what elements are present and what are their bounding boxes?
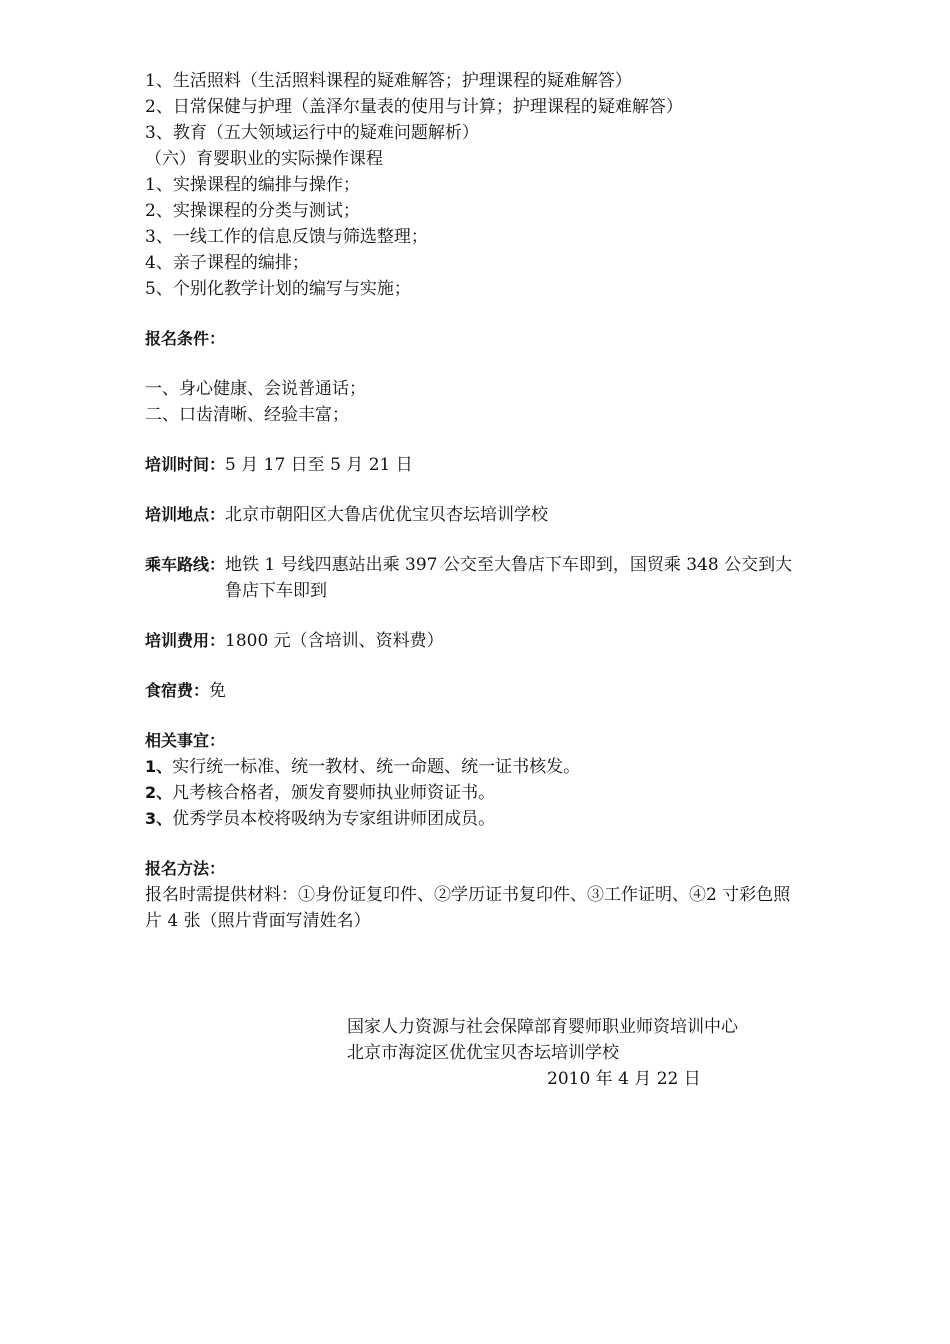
matter-text: 优秀学员本校将吸纳为专家组讲师团成员。 <box>172 809 496 829</box>
issuing-org-1: 国家人力资源与社会保障部育婴师职业师资培训中心 <box>347 1017 738 1037</box>
route-value: 地铁 1 号线四惠站出乘 397 公交至大鲁店下车即到，国贸乘 348 公交到大鲁店下车即到 <box>225 555 793 601</box>
section6-item: 1、实操课程的编排与操作； <box>145 175 360 195</box>
section5-item: 3、教育（五大领域运行中的疑难问题解析） <box>145 123 479 143</box>
section6-item: 5、个别化教学计划的编写与实施； <box>145 279 411 299</box>
route-label: 乘车路线： <box>145 555 226 574</box>
training-place <box>145 502 805 528</box>
issuing-org-2: 北京市海淀区优优宝贝杏坛培训学校 <box>347 1043 619 1063</box>
board-value: 免 <box>209 681 227 701</box>
section5-item: 2、日常保健与护理（盖泽尔量表的使用与计算；护理课程的疑难解答） <box>145 97 683 117</box>
section6-item: 3、一线工作的信息反馈与筛选整理； <box>145 227 428 247</box>
fee-label: 培训费用： <box>145 631 226 650</box>
section6-item: 4、亲子课程的编排； <box>145 253 309 273</box>
matter-num: 3、 <box>145 809 173 828</box>
requirement-item: 二、口齿清晰、经验丰富； <box>145 405 349 425</box>
method-heading: 报名方法： <box>145 859 226 878</box>
training-place-label: 培训地点： <box>145 505 226 524</box>
board <box>145 678 805 704</box>
section5-item: 1、生活照料（生活照料课程的疑难解答；护理课程的疑难解答） <box>145 71 632 91</box>
requirements-heading: 报名条件： <box>145 329 226 348</box>
training-time <box>145 452 805 478</box>
section6-title: （六）育婴职业的实际操作课程 <box>145 149 383 169</box>
fee-value: 1800 元（含培训、资料费） <box>225 631 444 651</box>
training-time-value: 5 月 17 日至 5 月 21 日 <box>225 455 413 475</box>
section6-item: 2、实操课程的分类与测试； <box>145 201 360 221</box>
matter-item <box>145 754 805 780</box>
matters-heading: 相关事宜： <box>145 731 226 750</box>
requirement-item: 一、身心健康、会说普通话； <box>145 379 366 399</box>
issue-date: 2010 年 4 月 22 日 <box>547 1069 701 1089</box>
matter-item <box>145 780 805 806</box>
method-text: 报名时需提供材料：①身份证复印件、②学历证书复印件、③工作证明、④2 寸彩色照片 4 张（照片背面写清姓名） <box>145 885 791 931</box>
board-label: 食宿费： <box>145 681 210 700</box>
training-place-value: 北京市朝阳区大鲁店优优宝贝杏坛培训学校 <box>225 505 549 525</box>
matter-num: 1、 <box>145 757 173 776</box>
matter-text: 凡考核合格者，颁发育婴师执业师资证书。 <box>172 783 496 803</box>
route <box>145 552 805 604</box>
training-time-label: 培训时间： <box>145 455 226 474</box>
document-body <box>145 68 805 934</box>
signature-block <box>347 1014 738 1092</box>
matter-num: 2、 <box>145 783 173 802</box>
matter-item <box>145 806 805 832</box>
matter-text: 实行统一标准、统一教材、统一命题、统一证书核发。 <box>172 757 581 777</box>
fee <box>145 628 805 654</box>
